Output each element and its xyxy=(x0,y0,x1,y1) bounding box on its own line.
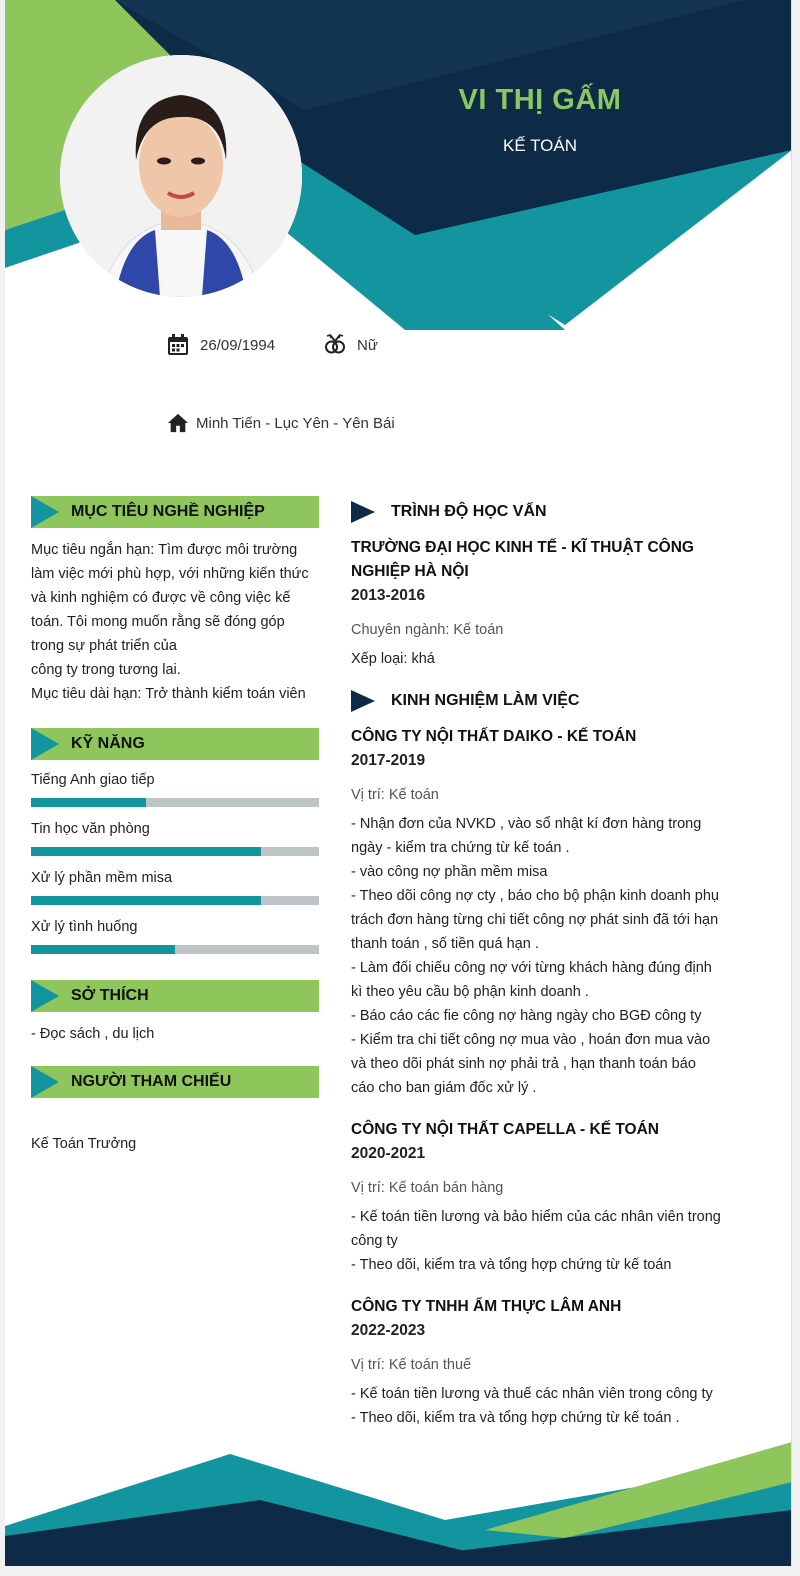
right-column xyxy=(351,496,732,1430)
job-position: Vị trí: Kế toán xyxy=(351,787,439,803)
job-position: Vị trí: Kế toán bán hàng xyxy=(351,1180,504,1196)
gender-info xyxy=(323,333,378,357)
skill-bar xyxy=(31,798,319,807)
birthday-info xyxy=(166,333,275,357)
home-icon xyxy=(167,412,189,434)
profile-photo xyxy=(60,55,302,297)
hobbies-text: - Đọc sách , du lịch xyxy=(31,1026,155,1042)
skill-bar-fill xyxy=(31,847,261,856)
job-position: Vị trí: Kế toán thuế xyxy=(351,1357,472,1373)
address-value: Minh Tiến - Lục Yên - Yên Bái xyxy=(196,414,395,432)
job-entry xyxy=(351,725,732,1100)
school-name-line: TRƯỜNG ĐẠI HỌC KINH TẾ - KĨ THUẬT CÔNG xyxy=(351,539,694,556)
skill-label: Xử lý tình huống xyxy=(31,919,138,935)
education-major: Chuyên ngành: Kế toán xyxy=(351,622,504,638)
hobbies-header xyxy=(31,980,319,1012)
education-years: 2013-2016 xyxy=(351,587,426,604)
job-entry xyxy=(351,1295,732,1430)
skill-item xyxy=(31,819,319,856)
skill-bar-fill xyxy=(31,945,175,954)
job-description: - Kế toán tiền lương và bảo hiểm của các nhân viên trong công ty - Theo dõi, kiểm tra và tổng hợp chứng từ kế toán xyxy=(351,1209,721,1273)
skills-header xyxy=(31,728,319,760)
job-title: KẾ TOÁN xyxy=(502,136,577,155)
experience-header xyxy=(351,685,732,717)
footer-decoration xyxy=(5,1440,792,1566)
section-arrow-icon xyxy=(31,1066,63,1098)
section-arrow-icon xyxy=(351,690,377,714)
skill-bar-fill xyxy=(31,896,261,905)
job-years: 2022-2023 xyxy=(351,1322,426,1339)
skill-label: Tin học văn phòng xyxy=(31,821,150,837)
education-rank: Xếp loại: khá xyxy=(351,651,435,667)
job-company: CÔNG TY NỘI THẤT CAPELLA - KẾ TOÁN xyxy=(351,1121,659,1138)
gender-icon xyxy=(323,333,347,357)
objective-text: Mục tiêu ngắn hạn: Tìm được môi trường làm việc mới phù hợp, với những kiến thức và kinh nghiệm có được về công việc kế toán. Tôi mong muốn rằng sẽ đóng góp trong sự phát triển của công ty trong tương lai. Mục tiêu dài hạn: Trở thành kiểm toán viên xyxy=(31,542,309,702)
skill-bar xyxy=(31,896,319,905)
section-arrow-icon xyxy=(31,496,63,528)
references-header xyxy=(31,1066,319,1098)
skills-title: KỸ NĂNG xyxy=(71,735,145,752)
candidate-name: VI THỊ GẤM xyxy=(458,84,622,116)
skills-list xyxy=(31,770,319,954)
skill-bar-fill xyxy=(31,798,146,807)
experience-title: KINH NGHIỆM LÀM VIỆC xyxy=(391,692,580,709)
references-title: NGƯỜI THAM CHIẾU xyxy=(71,1073,232,1090)
cv-page xyxy=(5,0,792,1566)
job-company: CÔNG TY TNHH ẨM THỰC LÂM ANH xyxy=(351,1298,622,1315)
birthday-value: 26/09/1994 xyxy=(200,336,276,354)
address-info xyxy=(167,412,395,434)
skill-label: Xử lý phần mềm misa xyxy=(31,870,173,886)
job-company: CÔNG TY NỘI THẤT DAIKO - KẾ TOÁN xyxy=(351,728,637,745)
education-title: TRÌNH ĐỘ HỌC VẤN xyxy=(391,503,547,520)
gender-value: Nữ xyxy=(357,336,378,354)
objective-title: MỤC TIÊU NGHỀ NGHIỆP xyxy=(71,503,265,520)
education-entry xyxy=(351,536,732,671)
references-text: Kế Toán Trưởng xyxy=(31,1136,137,1152)
section-arrow-icon xyxy=(31,980,63,1012)
section-arrow-icon xyxy=(351,501,377,525)
job-description: - Kế toán tiền lương và thuế các nhân viên trong công ty - Theo dõi, kiểm tra và tổng hợp chứng từ kế toán . xyxy=(351,1386,713,1426)
job-description: - Nhận đơn của NVKD , vào sổ nhật kí đơn hàng trong ngày - kiểm tra chứng từ kế toán . - vào công nợ phần mềm misa - Theo dõi công nợ cty , báo cho bộ phận kinh doanh phụ trách đơn hàng từng chi tiết công nợ phát sinh đã tới hạn thanh toán , số tiền quá hạn . - Làm đối chiếu công nợ với từng khách hàng đúng định kì theo yêu cầu bộ phận kinh doanh . - Báo cáo các fie công nợ hàng ngày cho BGĐ công ty - Kiểm tra chi tiết công nợ mua vào , hoán đơn mua vào và theo dõi phát sinh nợ phải trả , hạn thanh toán báo cáo cho ban giám đốc xử lý . xyxy=(351,816,719,1096)
skill-item xyxy=(31,917,319,954)
job-years: 2017-2019 xyxy=(351,752,426,769)
hobbies-title: SỞ THÍCH xyxy=(71,987,149,1004)
skill-bar xyxy=(31,847,319,856)
calendar-icon xyxy=(166,333,190,357)
section-arrow-icon xyxy=(31,728,63,760)
skill-item xyxy=(31,868,319,905)
job-entry xyxy=(351,1118,732,1277)
left-column xyxy=(31,496,319,1156)
job-years: 2020-2021 xyxy=(351,1145,426,1162)
skill-item xyxy=(31,770,319,807)
skill-bar xyxy=(31,945,319,954)
school-name-line: NGHIỆP HÀ NỘI xyxy=(351,563,469,580)
skill-label: Tiếng Anh giao tiếp xyxy=(31,772,155,788)
education-header xyxy=(351,496,732,528)
objective-header xyxy=(31,496,319,528)
